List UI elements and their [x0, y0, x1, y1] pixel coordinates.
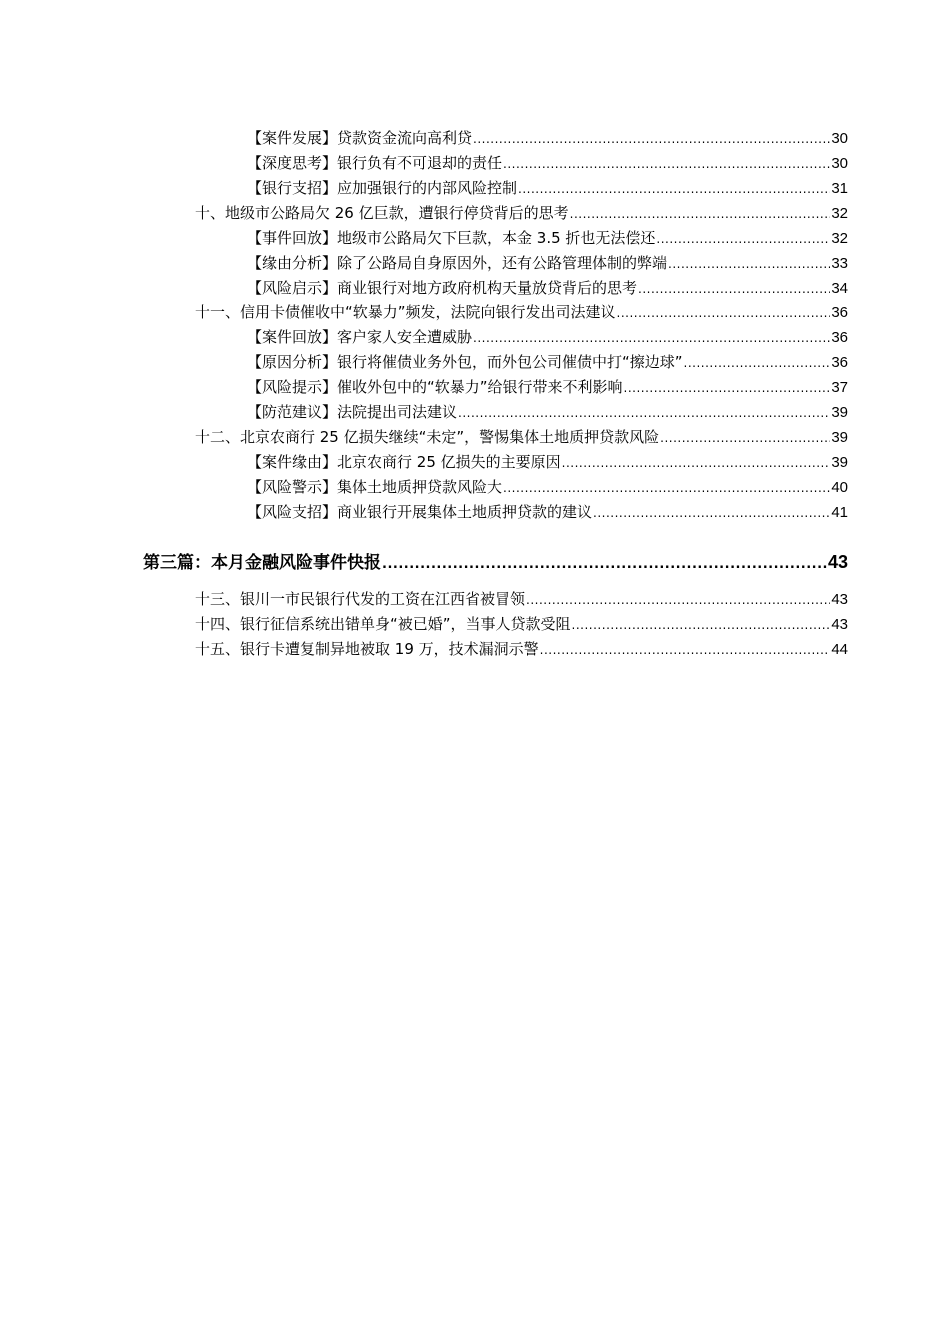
toc-entry-title: 【案件回放】客户家人安全遭威胁: [247, 328, 473, 346]
toc-entry-page: 34: [831, 280, 848, 297]
dot-leader: [593, 501, 830, 525]
toc-entry[interactable]: [195, 201, 848, 226]
toc-entry[interactable]: [247, 276, 848, 301]
toc-entry[interactable]: [247, 475, 848, 500]
toc-entry-page: 36: [831, 304, 848, 321]
toc-entry-page: 41: [831, 504, 848, 521]
toc-entry-title: 十五、银行卡遭复制异地被取 19 万，技术漏洞示警: [195, 640, 539, 658]
toc-entry-page: 43: [831, 616, 848, 633]
dot-leader: [656, 227, 830, 251]
toc-entry-title: 【风险支招】商业银行开展集体土地质押贷款的建议: [247, 503, 593, 521]
dot-leader: [473, 326, 830, 350]
toc-entry-title: 十、地级市公路局欠 26 亿巨款，遭银行停贷背后的思考: [195, 204, 569, 222]
toc-entry-page: 30: [831, 130, 848, 147]
dot-leader: [572, 613, 831, 637]
dot-leader: [473, 127, 830, 151]
toc-entry-title: 【缘由分析】除了公路局自身原因外，还有公路管理体制的弊端: [247, 254, 668, 272]
toc-entry[interactable]: [247, 325, 848, 350]
dot-leader: [668, 252, 830, 276]
toc-entry[interactable]: [195, 300, 848, 325]
toc-entry-title: 【原因分析】银行将催债业务外包，而外包公司催债中打“擦边球”: [247, 353, 683, 371]
dot-leader: [503, 152, 830, 176]
toc-entry-page: 39: [831, 404, 848, 421]
toc-entry[interactable]: [247, 450, 848, 475]
toc-entry[interactable]: [247, 500, 848, 525]
toc-entry[interactable]: [247, 226, 848, 251]
toc-entry-title: 【风险警示】集体土地质押贷款风险大: [247, 478, 503, 496]
toc-entry[interactable]: [195, 612, 848, 637]
toc-entry-page: 33: [831, 255, 848, 272]
toc-entry[interactable]: [247, 350, 848, 375]
toc-entry-title: 【深度思考】银行负有不可退却的责任: [247, 154, 503, 172]
dot-leader: [684, 351, 831, 375]
toc-entry-title: 十三、银川一市民银行代发的工资在江西省被冒领: [195, 590, 526, 608]
toc-entry[interactable]: [247, 126, 848, 151]
toc-entry-page: 32: [831, 205, 848, 222]
dot-leader: [570, 202, 831, 226]
dot-leader: [540, 638, 831, 662]
toc-entry-page: 36: [831, 329, 848, 346]
toc-entry-title: 十四、银行征信系统出错单身“被已婚”，当事人贷款受阻: [195, 615, 571, 633]
toc-entry-page: 43: [831, 591, 848, 608]
toc-entry[interactable]: [195, 425, 848, 450]
toc-entry-title: 【事件回放】地级市公路局欠下巨款，本金 3.5 折也无法偿还: [247, 229, 656, 247]
toc-entry-page: 37: [831, 379, 848, 396]
dot-leader: [617, 301, 831, 325]
dot-leader: [518, 177, 830, 201]
toc-entry-title: 【案件发展】贷款资金流向高利贷: [247, 129, 473, 147]
toc-entry-page: 44: [831, 641, 848, 658]
toc-entry[interactable]: [195, 637, 848, 662]
toc-entry-title: 【银行支招】应加强银行的内部风险控制: [247, 179, 518, 197]
toc-entry-title: 【案件缘由】北京农商行 25 亿损失的主要原因: [247, 453, 561, 471]
toc-entry[interactable]: [247, 400, 848, 425]
toc-entry-page: 30: [831, 155, 848, 172]
toc-part-title: 第三篇：本月金融风险事件快报: [143, 553, 381, 573]
toc-entry[interactable]: [247, 151, 848, 176]
toc-entry[interactable]: [247, 375, 848, 400]
toc-entry-page: 31: [831, 180, 848, 197]
toc-part-page: 43: [827, 552, 848, 572]
dot-leader: [638, 277, 830, 301]
dot-leader: [458, 401, 830, 425]
toc-entry-page: 39: [831, 429, 848, 446]
dot-leader: [526, 588, 830, 612]
toc-entry-title: 【风险启示】商业银行对地方政府机构天量放贷背后的思考: [247, 279, 638, 297]
dot-leader: [562, 451, 831, 475]
dot-leader: [503, 476, 830, 500]
toc-entry[interactable]: [247, 251, 848, 276]
toc-entry[interactable]: [247, 176, 848, 201]
toc-entry-title: 【防范建议】法院提出司法建议: [247, 403, 458, 421]
toc-part-heading[interactable]: [143, 549, 848, 578]
dot-leader: [660, 426, 830, 450]
toc-entry-title: 十一、信用卡债催收中“软暴力”频发，法院向银行发出司法建议: [195, 303, 616, 321]
toc-entry[interactable]: [195, 587, 848, 612]
toc-entry-title: 【风险提示】催收外包中的“软暴力”给银行带来不利影响: [247, 378, 623, 396]
toc-entry-page: 36: [831, 354, 848, 371]
toc-entry-title: 十二、北京农商行 25 亿损失继续“未定”，警惕集体土地质押贷款风险: [195, 428, 660, 446]
dot-leader: [624, 376, 831, 400]
toc-entry-page: 39: [831, 454, 848, 471]
toc-entry-page: 32: [831, 230, 848, 247]
dot-leader: [382, 552, 827, 578]
toc-entry-page: 40: [831, 479, 848, 496]
